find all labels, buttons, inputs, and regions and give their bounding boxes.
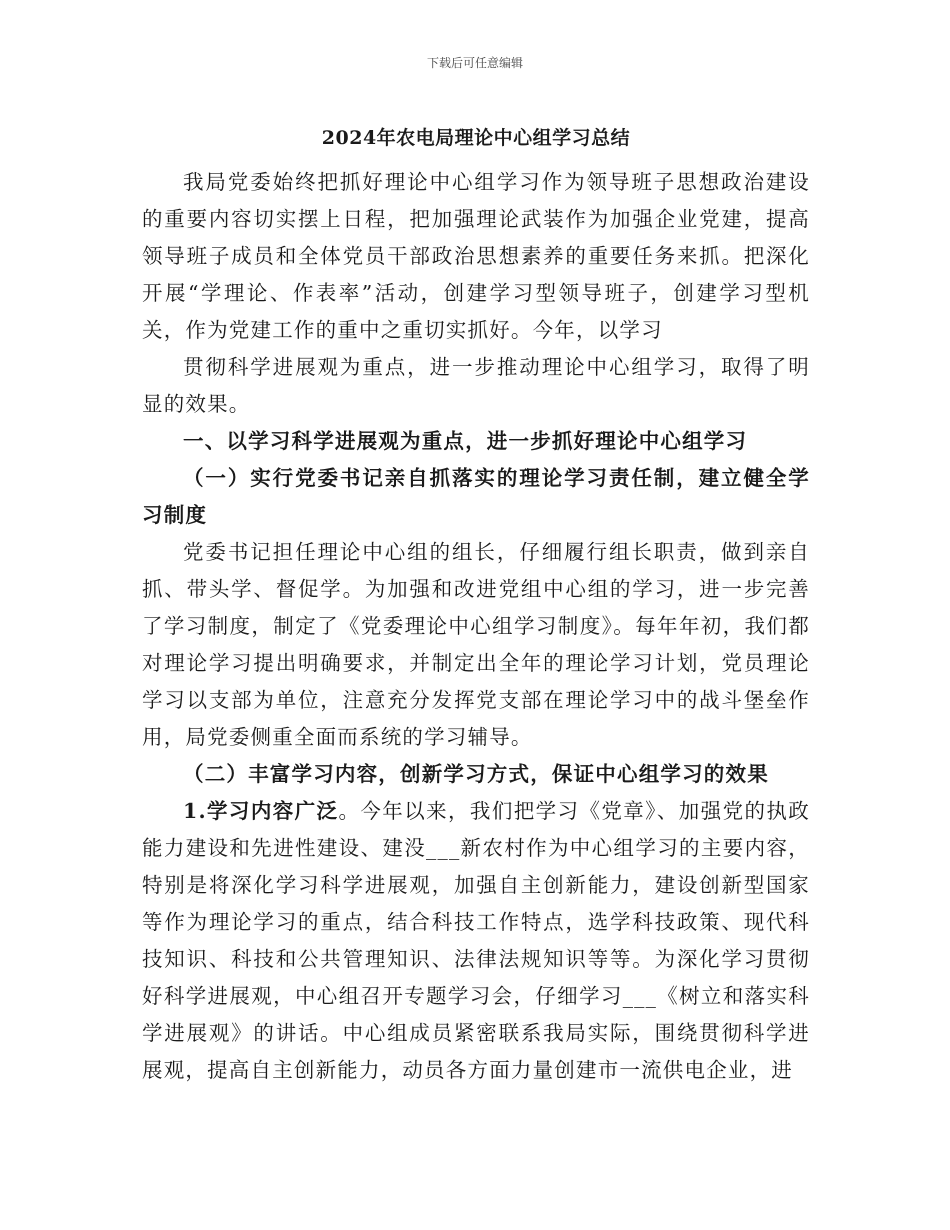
subsection-2-heading: （二）丰富学习内容，创新学习方式，保证中心组学习的效果 [183, 762, 769, 786]
intro-paragraph-1: 我局党委始终把抓好理论中心组学习作为领导班子思想政治建设的重要内容切实摆上日程，把加强理论武装作为加强企业党建，提高领导班子成员和全体党员干部政治思想素养的重要任务来抓。把深化开展“学理论、作表率”活动，创建学习型领导班子，创建学习型机关，作为党建工作的重中之重切实抓好。今年，以学习 [142, 170, 810, 342]
header-note: 下载后可任意编辑 [426, 56, 523, 70]
point-1-lead: 1.学习内容广泛 [183, 799, 339, 823]
document-title: 2024年农电局理论中心组学习总结 [321, 127, 631, 149]
section-1-heading: 一、以学习科学进展观为重点，进一步抓好理论中心组学习 [183, 429, 748, 453]
point-1-paragraph [142, 793, 810, 1089]
intro-paragraph-2: 贯彻科学进展观为重点，进一步推动理论中心组学习，取得了明显的效果。 [142, 355, 810, 416]
subsection-1-heading: （一）实行党委书记亲自抓落实的理论学习责任制，建立健全学习制度 [142, 466, 810, 527]
point-1-body: 。今年以来，我们把学习《党章》、加强党的执政能力建设和先进性建设、建没___新农村作为中心组学习的主要内容，特别是将深化学习科学进展观，加强自主创新能力，建设创新型国家等作为理论学习的重点，结合科技工作特点，选学科技政策、现代科技知识、科技和公共管理知识、法律法规知识等等。为深化学习贯彻好科学进展观，中心组召开专题学习会，仔细学习___《树立和落实科学进展观》的讲话。中心组成员紧密联系我局实际，围绕贯彻科学进展观，提高自主创新能力，动员各方面力量创建市一流供电企业，进 [142, 799, 810, 1082]
subsection-1-body: 党委书记担任理论中心组的组长，仔细履行组长职责，做到亲自抓、带头学、督促学。为加强和改进党组中心组的学习，进一步完善了学习制度，制定了《党委理论中心组学习制度》。每年年初，我们都对理论学习提出明确要求，并制定出全年的理论学习计划，党员理论学习以支部为单位，注意充分发挥党支部在理论学习中的战斗堡垒作用，局党委侧重全面而系统的学习辅导。 [142, 540, 810, 749]
document-body [142, 118, 810, 1089]
